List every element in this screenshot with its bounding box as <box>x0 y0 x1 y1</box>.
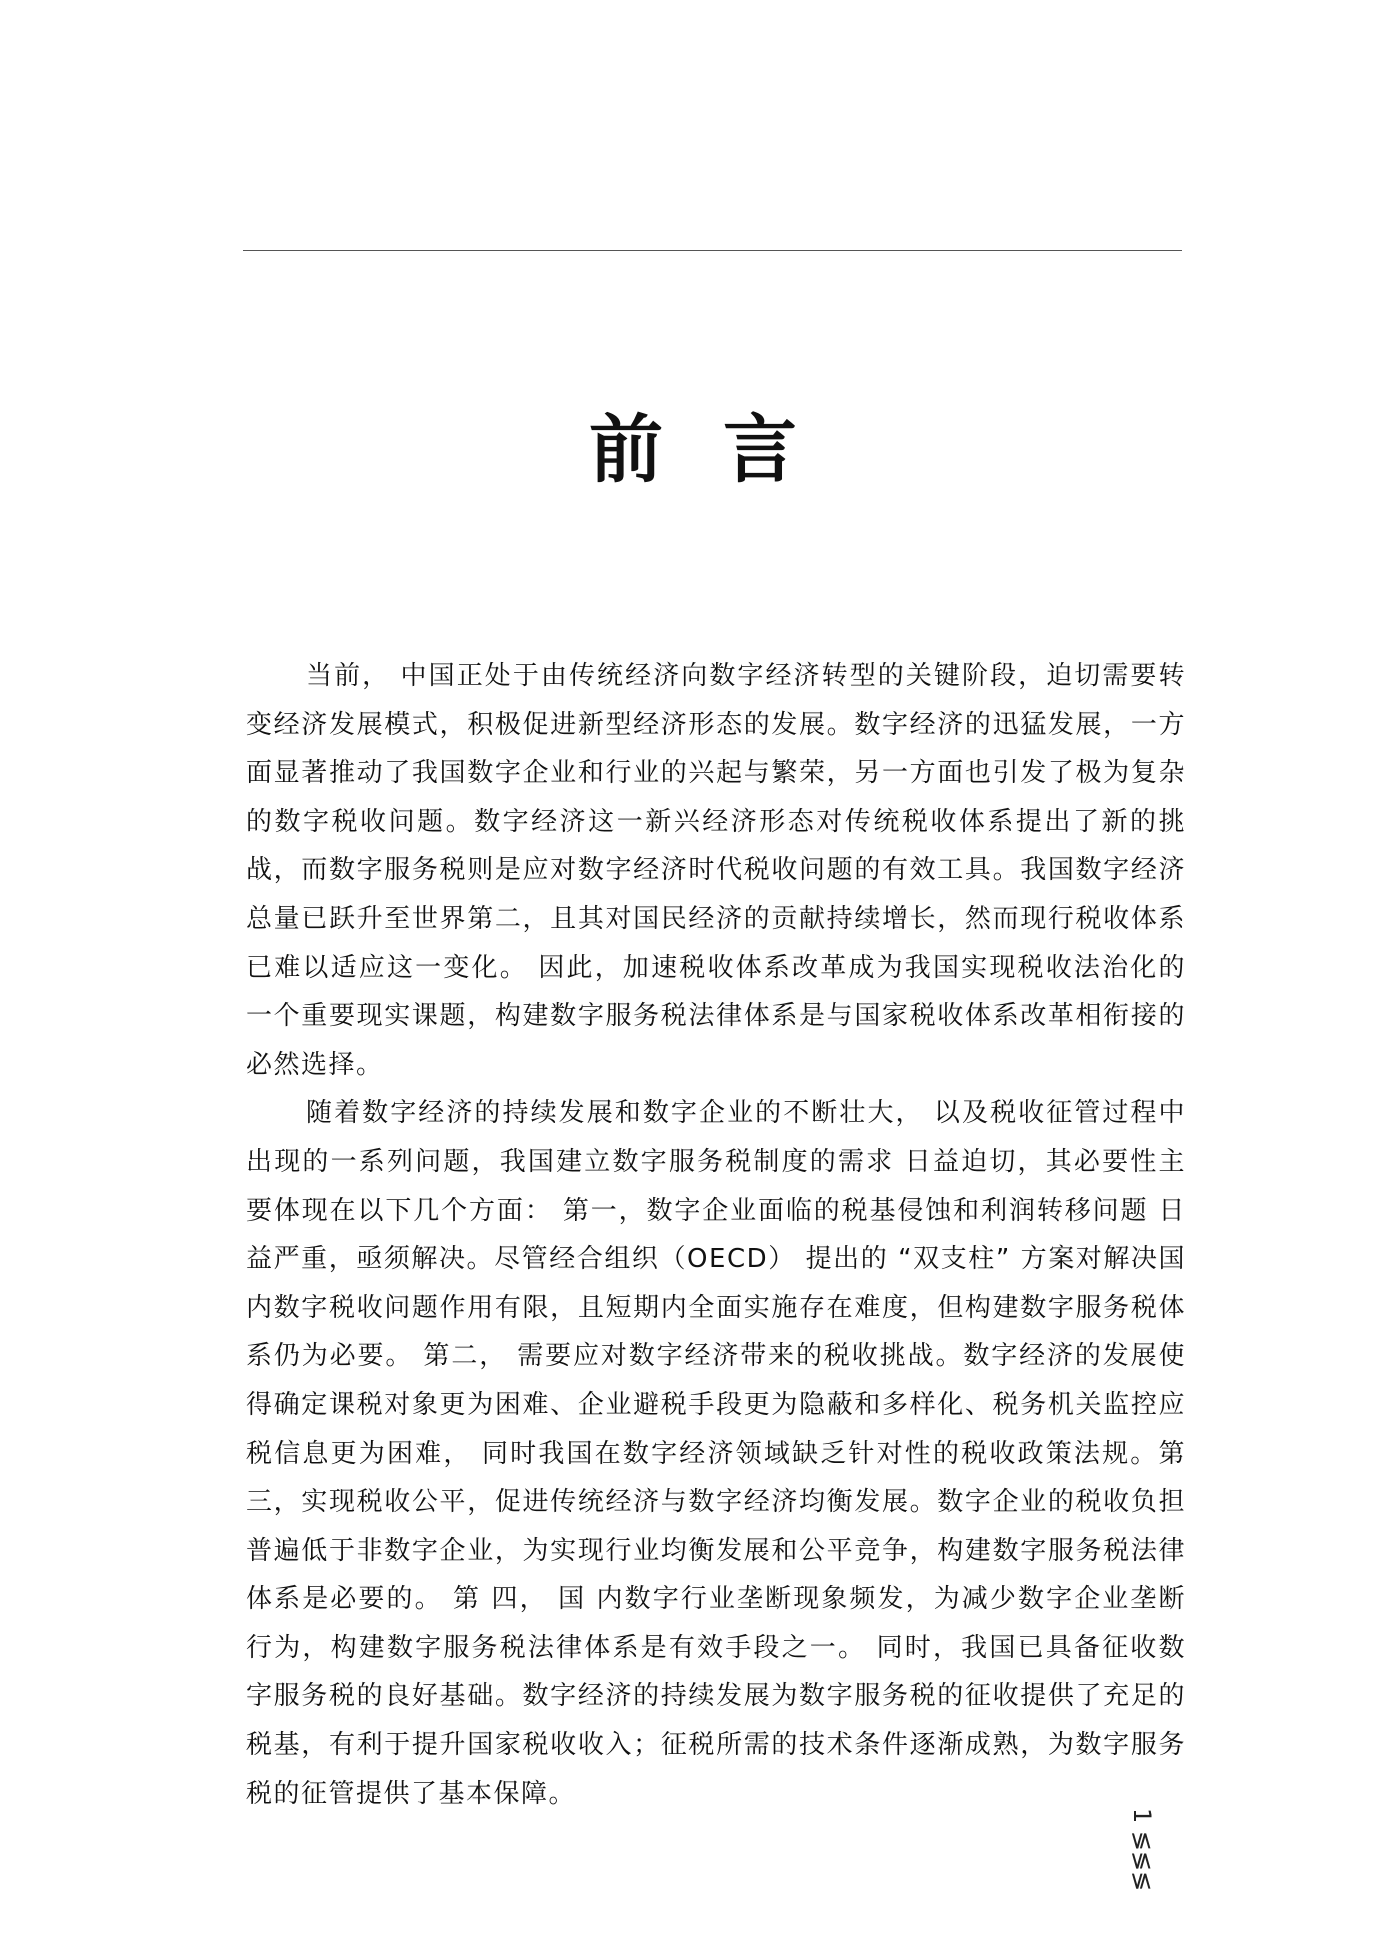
header-rule <box>243 250 1182 251</box>
paragraph-2: 随着数字经济的持续发展和数字企业的不断壮大， 以及税收征管过程中 出现的一系列问题，我国建立数字服务税制度的需求 日益迫切，其必要性主要体现在以下几个方面： 第一，数字企业面临的税基侵蚀和利润转移问题 日益严重，亟须解决。尽管经合组织（OECD） 提出的 “双支柱” 方案对解决国内数字税收问题作用有限，且短期内全面实施存在难度，但构建数字服务税体系仍为必要。 第二， 需要应对数字经济带来的税收挑战。数字经济的发展使得确定课税对象更为困难、企业避税手段更为隐蔽和多样化、税务机关监控应税信息更为困难， 同时我国在数字经济领域缺乏针对性的税收政策法规。第三，实现税收公平，促进传统经济与数字经济均衡发展。数字企业的税收负担普遍低于非数字企业，为实现行业均衡发展和公平竞争，构建数字服务税法律体系是必要的。 第 四， 国 内数字行业垄断现象频发，为减少数字企业垄断行为，构建数字服务税法律体系是有效手段之一。 同时，我国已具备征收数字服务税的良好基础。数字经济的持续发展为数字服务税的征收提供了充足的税基，有利于提升国家税收收入；征税所需的技术条件逐渐成熟，为数字服务税的征管提供了基本保障。 <box>246 1098 1186 1809</box>
paragraph-1: 当前， 中国正处于由传统经济向数字经济转型的关键阶段，迫切需要转变经济发展模式，积极促进新型经济形态的发展。数字经济的迅猛发展，一方面显著推动了我国数字企业和行业的兴起与繁荣，另一方面也引发了极为复杂的数字税收问题。数字经济这一新兴经济形态对传统税收体系提出了新的挑战，而数字服务税则是应对数字经济时代税收问题的有效工具。我国数字经济总量已跃升至世界第二，且其对国民经济的贡献持续增长，然而现行税收体系已难以适应这一变化。 因此，加速税收体系改革成为我国实现税收法治化的一个重要现实课题，构建数字服务税法律体系是与国家税收体系改革相衔接的必然选择。 <box>246 661 1186 1080</box>
page-title: 前言 <box>589 407 857 493</box>
page-margin-mark: 1 ≶≶≶ <box>1128 1808 1156 1892</box>
preface-body <box>246 652 1186 1818</box>
